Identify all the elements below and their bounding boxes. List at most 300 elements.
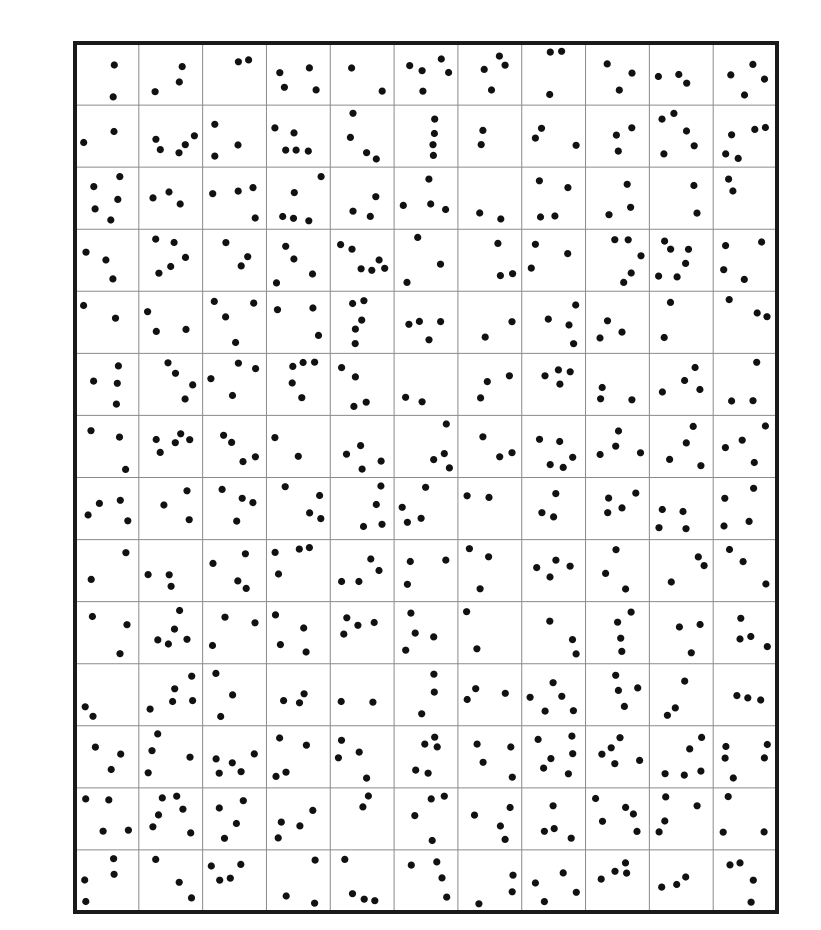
dot <box>431 130 438 137</box>
dot <box>660 150 667 157</box>
dot <box>251 750 258 757</box>
dot <box>152 88 159 95</box>
dot <box>147 706 154 713</box>
dot <box>235 188 242 195</box>
dot <box>628 609 635 616</box>
dot <box>597 451 604 458</box>
dot <box>722 755 729 762</box>
dot <box>159 794 166 801</box>
dot <box>442 206 449 213</box>
dot <box>113 401 120 408</box>
dot <box>238 768 245 775</box>
dot <box>764 643 771 650</box>
dot <box>476 209 483 216</box>
dot <box>419 67 426 74</box>
dot <box>630 810 637 817</box>
dot <box>296 699 303 706</box>
dot <box>637 449 644 456</box>
dot <box>536 177 543 184</box>
dot <box>280 697 287 704</box>
dot <box>599 384 606 391</box>
dot <box>747 633 754 640</box>
dot <box>379 88 386 95</box>
dot <box>182 141 189 148</box>
dot <box>350 403 357 410</box>
dot <box>92 744 99 751</box>
dot <box>303 742 310 749</box>
dot <box>352 340 359 347</box>
dot <box>761 76 768 83</box>
dot <box>177 200 184 207</box>
dot <box>87 427 94 434</box>
dot <box>670 110 677 117</box>
dot <box>497 215 504 222</box>
dot <box>352 326 359 333</box>
dot <box>355 578 362 585</box>
dot <box>363 399 370 406</box>
dot <box>475 900 482 907</box>
dot <box>343 451 350 458</box>
dot <box>301 690 308 697</box>
dot <box>114 196 121 203</box>
dot <box>751 459 758 466</box>
dot <box>463 608 470 615</box>
dot <box>431 689 438 696</box>
dot <box>412 630 419 637</box>
dot <box>365 792 372 799</box>
dot <box>96 500 103 507</box>
dot <box>117 751 124 758</box>
dot <box>547 755 554 762</box>
dot <box>667 299 674 306</box>
dot <box>315 332 322 339</box>
dot <box>750 877 757 884</box>
dot <box>430 671 437 678</box>
dot <box>565 321 572 328</box>
dot <box>402 394 409 401</box>
dot <box>568 733 575 740</box>
dot <box>110 93 117 100</box>
dot <box>209 190 216 197</box>
dot <box>414 234 421 241</box>
dot <box>662 770 669 777</box>
dot <box>533 564 540 571</box>
dot <box>276 734 283 741</box>
dot <box>753 359 760 366</box>
dot <box>354 622 361 629</box>
dot <box>272 611 279 618</box>
dot <box>243 585 250 592</box>
dot <box>628 396 635 403</box>
dot <box>367 213 374 220</box>
dot <box>371 619 378 626</box>
dot <box>621 703 628 710</box>
dot <box>279 213 286 220</box>
dot <box>282 147 289 154</box>
dot <box>153 328 160 335</box>
dot <box>691 142 698 149</box>
dot <box>674 273 681 280</box>
dot <box>446 464 453 471</box>
dot <box>740 558 747 565</box>
dot <box>437 261 444 268</box>
dot <box>720 266 727 273</box>
dot <box>658 116 665 123</box>
dot <box>237 861 244 868</box>
dot <box>172 370 179 377</box>
dot <box>754 309 761 316</box>
dot <box>155 811 162 818</box>
dot <box>182 326 189 333</box>
dot <box>188 894 195 901</box>
dot <box>348 246 355 253</box>
dot <box>189 697 196 704</box>
dot <box>751 126 758 133</box>
dot <box>352 373 359 380</box>
dot <box>107 216 114 223</box>
dot <box>212 670 219 677</box>
dot <box>154 730 161 737</box>
dot <box>176 78 183 85</box>
dot <box>764 741 771 748</box>
dot <box>565 770 572 777</box>
dot <box>179 63 186 70</box>
dot <box>309 807 316 814</box>
dot <box>572 301 579 308</box>
dot <box>371 897 378 904</box>
dot <box>165 188 172 195</box>
dot <box>238 262 245 269</box>
dot <box>547 49 554 56</box>
dot <box>735 155 742 162</box>
dot <box>502 690 509 697</box>
dot <box>546 91 553 98</box>
dot <box>430 152 437 159</box>
dot <box>306 64 313 71</box>
dot <box>532 241 539 248</box>
dot <box>282 243 289 250</box>
dot <box>683 439 690 446</box>
dot <box>303 648 310 655</box>
dot <box>739 437 746 444</box>
dot <box>614 619 621 626</box>
dot <box>431 116 438 123</box>
dot <box>472 685 479 692</box>
dot <box>496 53 503 60</box>
dot <box>620 279 627 286</box>
dot <box>730 774 737 781</box>
dot <box>701 562 708 569</box>
dot <box>160 501 167 508</box>
dot <box>111 871 118 878</box>
dot <box>696 386 703 393</box>
dot <box>672 704 679 711</box>
dot <box>349 110 356 117</box>
dot <box>102 256 109 263</box>
dot <box>441 450 448 457</box>
dot <box>209 560 216 567</box>
dot <box>191 132 198 139</box>
dot <box>167 263 174 270</box>
dot <box>624 181 631 188</box>
dot <box>532 135 539 142</box>
dot <box>207 375 214 382</box>
dot <box>271 434 278 441</box>
dot <box>221 614 228 621</box>
dot <box>673 881 680 888</box>
dot <box>108 766 115 773</box>
dot <box>356 749 363 756</box>
dot <box>605 495 612 502</box>
dot <box>536 436 543 443</box>
dot <box>173 793 180 800</box>
dot <box>311 900 318 907</box>
dot <box>115 362 122 369</box>
dot <box>249 184 256 191</box>
dot <box>694 802 701 809</box>
dot <box>82 249 89 256</box>
dot <box>306 544 313 551</box>
dot <box>372 193 379 200</box>
dot <box>290 255 297 262</box>
dot <box>761 754 768 761</box>
dot <box>145 571 152 578</box>
dot <box>418 515 425 522</box>
dot <box>419 398 426 405</box>
dot <box>412 767 419 774</box>
dot <box>698 734 705 741</box>
dot <box>405 321 412 328</box>
dot <box>628 124 635 131</box>
dot <box>125 827 132 834</box>
dot <box>720 522 727 529</box>
dot <box>110 855 117 862</box>
dot <box>182 254 189 261</box>
dot <box>154 636 161 643</box>
dot <box>340 631 347 638</box>
dot <box>477 585 484 592</box>
dot <box>567 368 574 375</box>
dot <box>289 379 296 386</box>
dot <box>464 696 471 703</box>
dot <box>234 577 241 584</box>
dot <box>552 490 559 497</box>
dot <box>690 182 697 189</box>
dot <box>376 256 383 263</box>
dot <box>484 378 491 385</box>
dot <box>570 340 577 347</box>
dot <box>359 803 366 810</box>
dot <box>111 61 118 68</box>
dot <box>404 581 411 588</box>
dot <box>425 336 432 343</box>
dot <box>762 124 769 131</box>
dot <box>281 84 288 91</box>
dot <box>244 253 251 260</box>
dot <box>478 141 485 148</box>
dot <box>726 546 733 553</box>
dot <box>145 769 152 776</box>
dot <box>485 553 492 560</box>
dot <box>612 546 619 553</box>
dot <box>90 183 97 190</box>
dot <box>551 212 558 219</box>
dot <box>628 269 635 276</box>
dot <box>306 509 313 516</box>
dot <box>411 812 418 819</box>
dot <box>272 773 279 780</box>
dot <box>171 239 178 246</box>
dot <box>242 550 249 557</box>
dot <box>183 636 190 643</box>
dot <box>187 829 194 836</box>
dot <box>697 462 704 469</box>
dot <box>155 270 162 277</box>
dot <box>661 238 668 245</box>
dot <box>357 442 364 449</box>
dot <box>682 525 689 532</box>
dot <box>164 359 171 366</box>
dot <box>114 380 121 387</box>
dot <box>604 317 611 324</box>
dot <box>662 793 669 800</box>
dot <box>88 576 95 583</box>
dot <box>209 642 216 649</box>
dot <box>634 684 641 691</box>
dot <box>239 458 246 465</box>
dot <box>358 317 365 324</box>
dot <box>245 56 252 63</box>
dot <box>216 804 223 811</box>
dot <box>569 636 576 643</box>
dot <box>144 308 151 315</box>
dot <box>564 184 571 191</box>
dot <box>596 334 603 341</box>
dot <box>564 250 571 257</box>
dot <box>373 501 380 508</box>
dot <box>681 772 688 779</box>
dot <box>318 173 325 180</box>
dot <box>229 691 236 698</box>
dot <box>149 823 156 830</box>
dot <box>311 359 318 366</box>
dot <box>479 127 486 134</box>
dot <box>89 613 96 620</box>
dot <box>338 364 345 371</box>
dot <box>430 633 437 640</box>
dot <box>228 439 235 446</box>
dot <box>165 640 172 647</box>
dot <box>725 176 732 183</box>
dot <box>726 296 733 303</box>
dot <box>438 874 445 881</box>
dot <box>485 494 492 501</box>
dot <box>659 388 666 395</box>
dot <box>466 545 473 552</box>
dot <box>169 698 176 705</box>
dot <box>685 246 692 253</box>
dot <box>112 315 119 322</box>
dot <box>636 757 643 764</box>
dot <box>232 339 239 346</box>
dot <box>418 710 425 717</box>
dot <box>276 69 283 76</box>
dot <box>338 578 345 585</box>
dot <box>658 884 665 891</box>
dot <box>616 734 623 741</box>
dot <box>381 265 388 272</box>
dot <box>235 360 242 367</box>
dot <box>541 898 548 905</box>
dot <box>668 578 675 585</box>
dot <box>213 755 220 762</box>
dot <box>569 750 576 757</box>
dot <box>105 796 112 803</box>
dot <box>175 149 182 156</box>
dot <box>473 645 480 652</box>
dot <box>622 585 629 592</box>
dot <box>497 272 504 279</box>
dot <box>628 70 635 77</box>
dot <box>661 817 668 824</box>
dot <box>616 87 623 94</box>
dot <box>176 607 183 614</box>
dot <box>618 648 625 655</box>
dot <box>272 549 279 556</box>
dot <box>349 300 356 307</box>
dot <box>349 890 356 897</box>
dot <box>250 300 257 307</box>
dot <box>347 134 354 141</box>
dot <box>737 615 744 622</box>
dot <box>556 438 563 445</box>
dot <box>431 734 438 741</box>
dot <box>667 246 674 253</box>
dot <box>611 760 618 767</box>
dot <box>726 861 733 868</box>
dot <box>422 484 429 491</box>
dot <box>153 436 160 443</box>
dot <box>189 381 196 388</box>
dot <box>338 698 345 705</box>
dot <box>508 449 515 456</box>
dot <box>309 304 316 311</box>
dot <box>681 377 688 384</box>
dot <box>683 80 690 87</box>
dot <box>527 694 534 701</box>
dot <box>227 875 234 882</box>
dot <box>361 896 368 903</box>
dot <box>220 432 227 439</box>
dot <box>122 549 129 556</box>
dot <box>535 736 542 743</box>
dot <box>82 795 89 802</box>
dot <box>538 509 545 516</box>
dot <box>378 521 385 528</box>
dot <box>222 239 229 246</box>
dot <box>176 879 183 886</box>
dot <box>293 147 300 154</box>
dot <box>480 759 487 766</box>
dot <box>233 820 240 827</box>
dot <box>360 297 367 304</box>
dot <box>211 153 218 160</box>
dot <box>623 870 630 877</box>
dot <box>741 91 748 98</box>
dot <box>540 765 547 772</box>
dot <box>675 71 682 78</box>
dot <box>85 511 92 518</box>
